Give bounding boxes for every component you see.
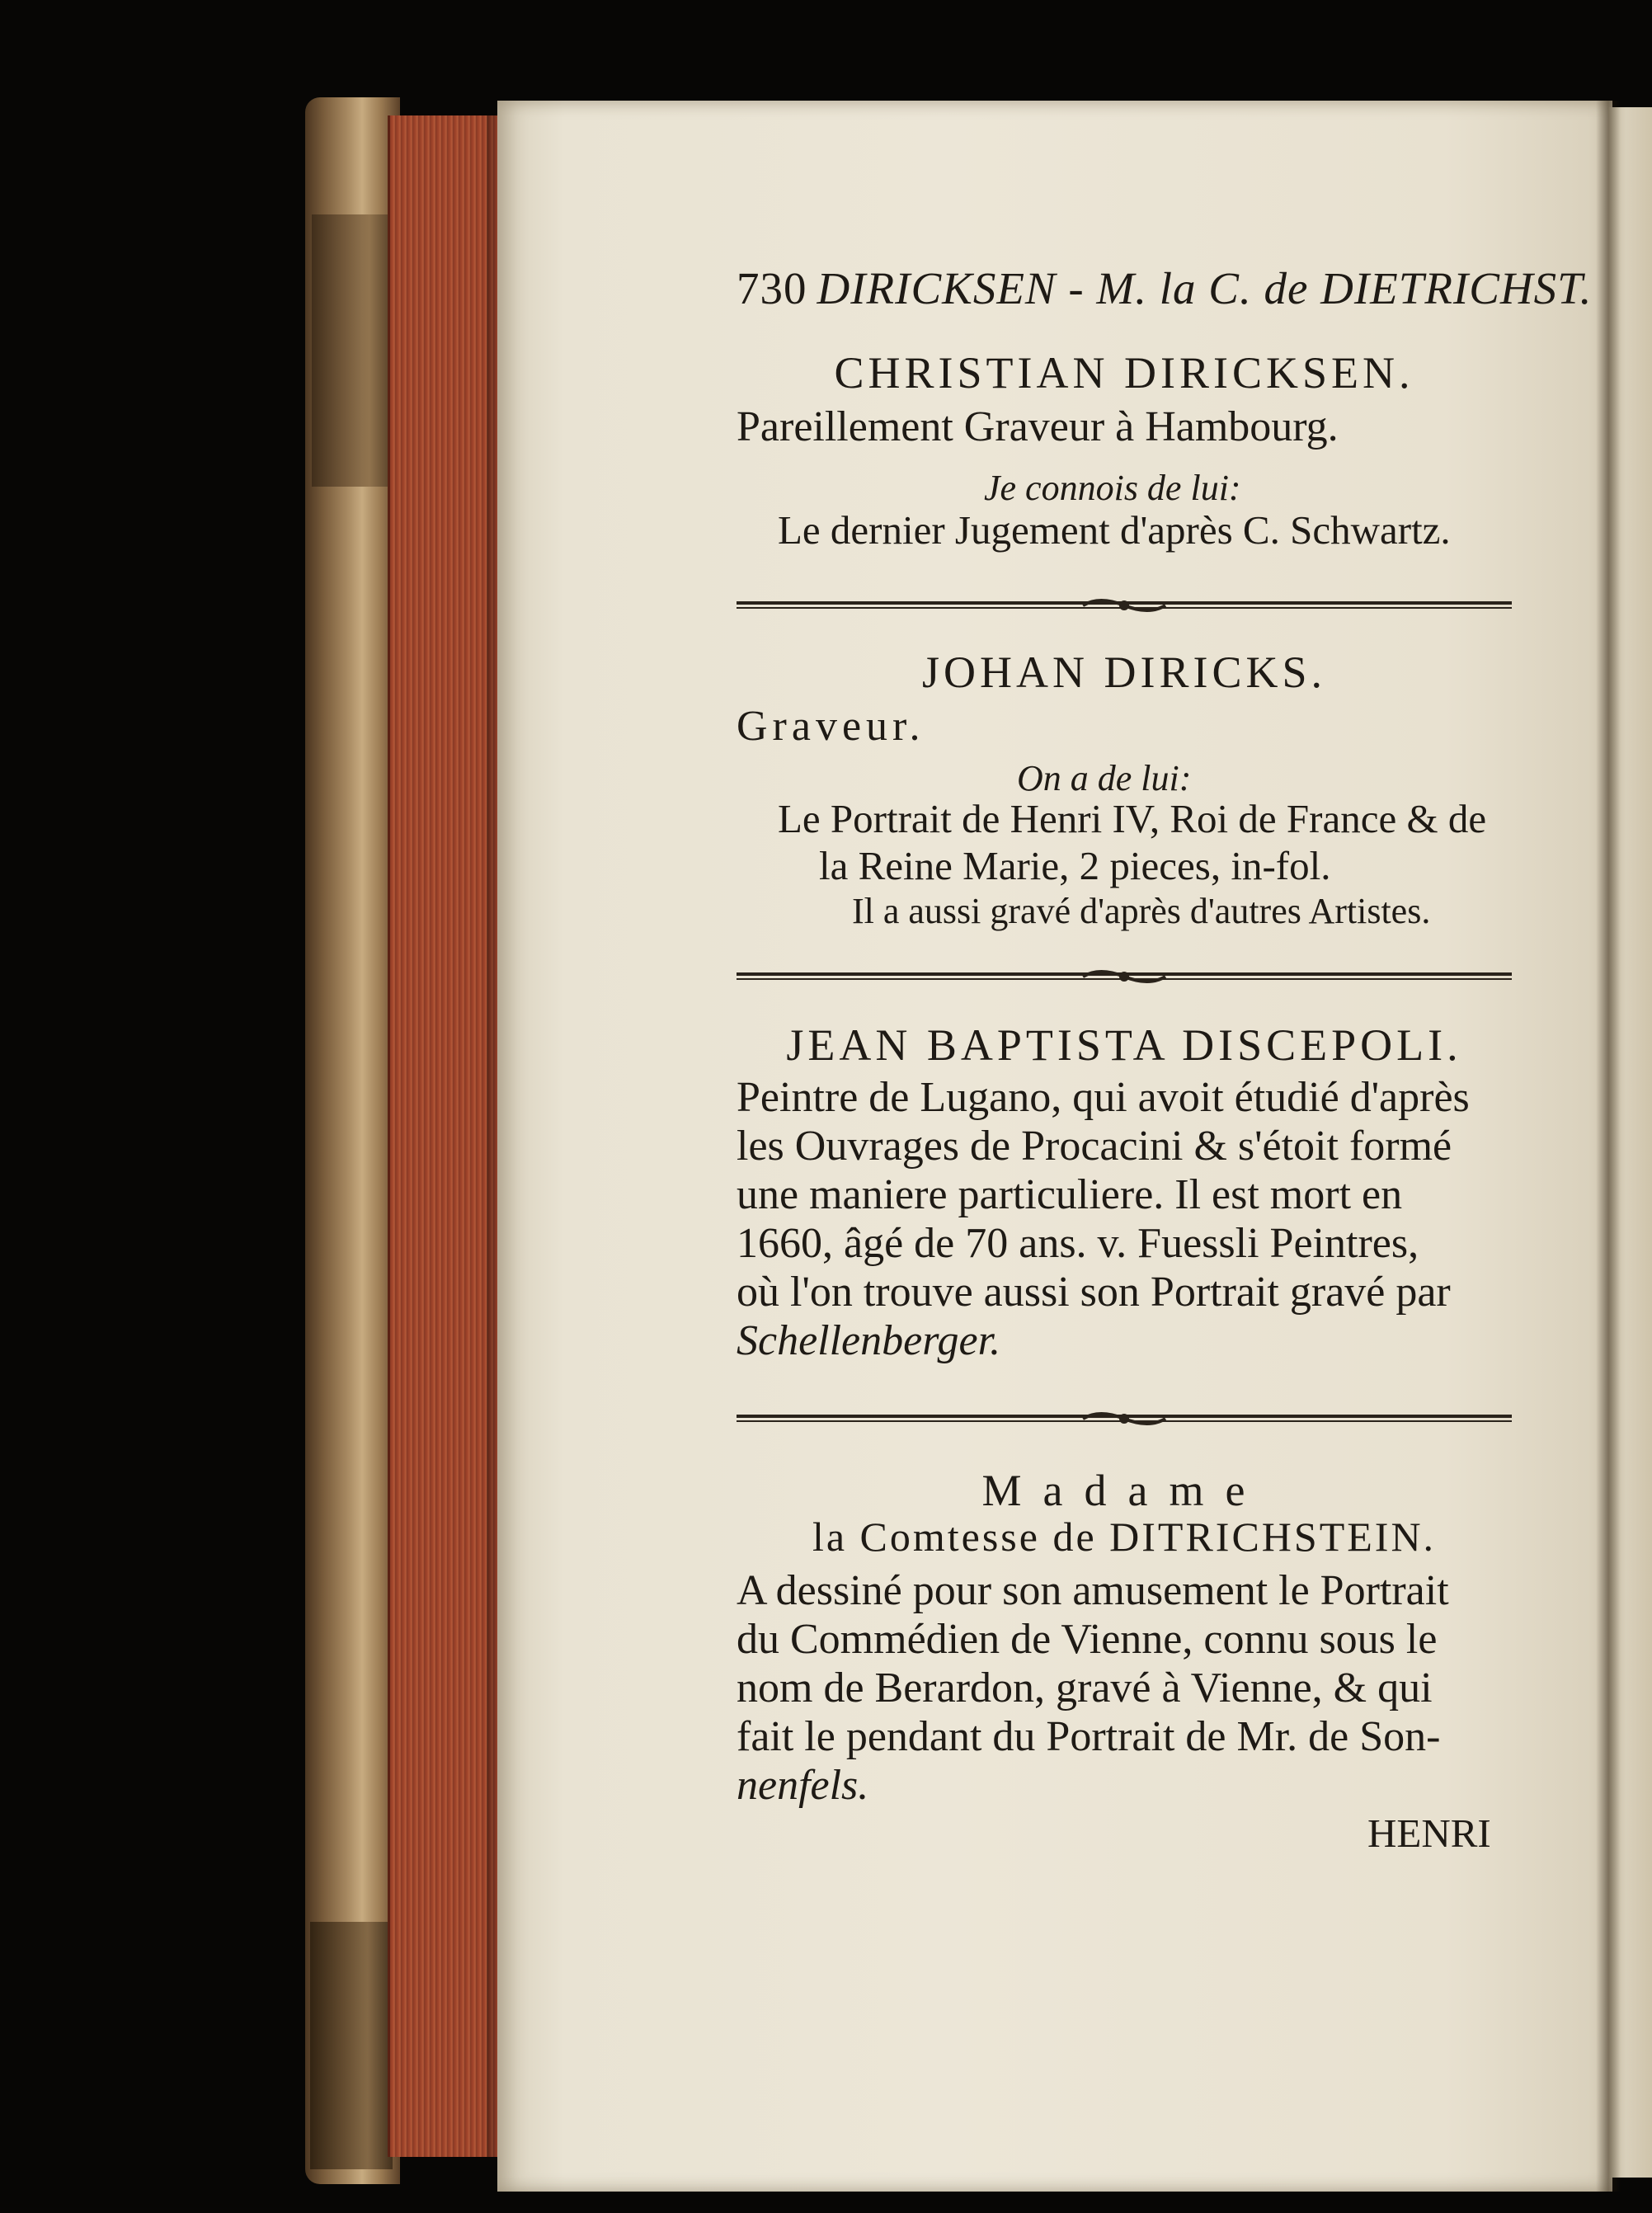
entry-work: Le Portrait de Henri IV, Roi de France & de <box>778 796 1487 841</box>
page-gutter <box>1596 101 1621 2192</box>
entry-intro: On a de lui: <box>1017 758 1192 798</box>
page-edge-red <box>388 115 501 2157</box>
entry-text-line: nom de Berardon, gravé à Vienne, & qui <box>737 1664 1433 1712</box>
entry-description: Graveur. <box>737 703 925 750</box>
entry-text-line: une maniere particuliere. Il est mort en <box>737 1171 1403 1218</box>
entry-text-line: 1660, âgé de 70 ans. v. Fuessli Peintres, <box>737 1220 1419 1267</box>
entry-name: CHRISTIAN DIRICKSEN. <box>834 348 1414 398</box>
entry-title-line: Madame <box>981 1466 1267 1515</box>
entry-text-line: nenfels. <box>737 1762 869 1809</box>
entry-intro: Je connois de lui: <box>984 468 1241 508</box>
entry-text-line: du Commédien de Vienne, connu sous le <box>737 1616 1438 1663</box>
entry-text-line: A dessiné pour son amusement le Portrait <box>737 1567 1449 1614</box>
ornamental-rule <box>737 1409 1512 1427</box>
ornamental-rule <box>737 967 1512 985</box>
running-head <box>737 263 1593 313</box>
entry-text-line: Peintre de Lugano, qui avoit étudié d'après <box>737 1074 1470 1121</box>
entry-text-line: Schellenberger. <box>737 1317 1001 1364</box>
entry-text-line: où l'on trouve aussi son Portrait gravé par <box>737 1269 1451 1316</box>
spine-worn-band <box>310 1922 393 2169</box>
entry-name: JOHAN DIRICKS. <box>921 647 1327 697</box>
page-number: 730 <box>737 263 807 313</box>
entry-text-line: les Ouvrages de Procacini & s'étoit formé <box>737 1123 1452 1170</box>
entry-name: JEAN BAPTISTA DISCEPOLI. <box>786 1020 1462 1070</box>
catchword: HENRI <box>1367 1810 1491 1856</box>
spine-worn-band <box>312 214 394 487</box>
entry-title-line: la Comtesse de DITRICHSTEIN. <box>812 1514 1437 1560</box>
entry-work: Il a aussi gravé d'après d'autres Artistes. <box>852 891 1431 931</box>
running-title: DIRICKSEN - M. la C. de DIETRICHST. <box>817 263 1593 313</box>
entry-work: Le dernier Jugement d'après C. Schwartz. <box>778 507 1451 553</box>
entry-work: la Reine Marie, 2 pieces, in-fol. <box>819 843 1331 888</box>
entry-text-line: fait le pendant du Portrait de Mr. de Son- <box>737 1713 1441 1760</box>
entry-description: Pareillement Graveur à Hambourg. <box>737 403 1339 450</box>
ornamental-rule <box>737 596 1512 614</box>
